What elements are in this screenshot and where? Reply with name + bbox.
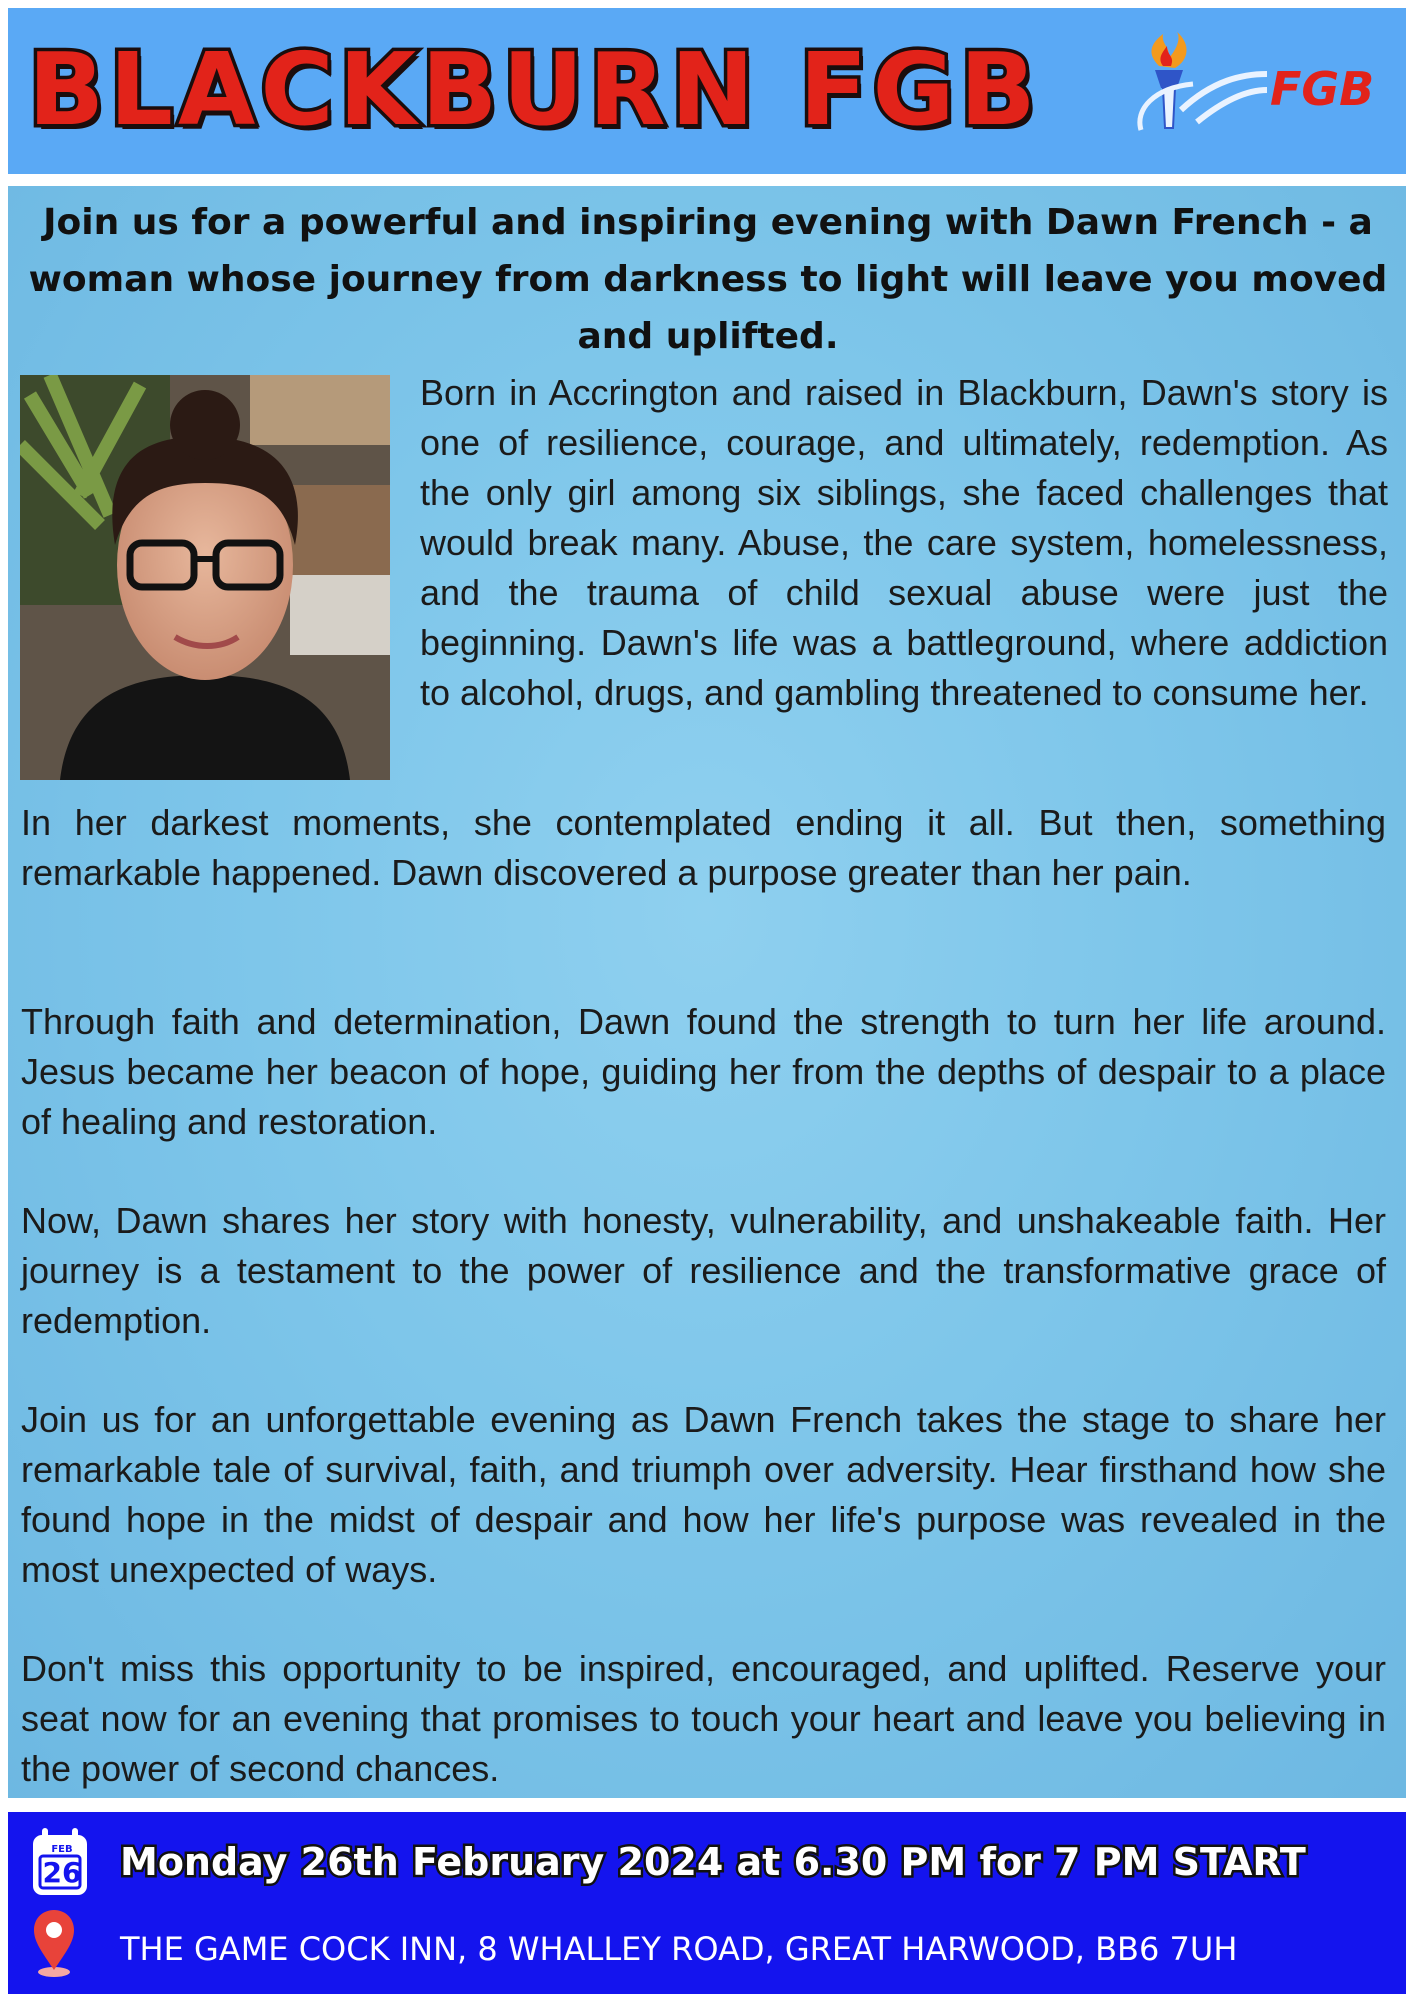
logo-wordmark: FGB [1270,62,1375,116]
header-banner [8,8,1406,174]
calendar-month: FEB [51,1844,73,1855]
event-date-time: Monday 26th February 2024 at 6.30 PM for 7 PM START [120,1840,1306,1884]
content-panel [8,186,1406,1798]
story-paragraph-1: Born in Accrington and raised in Blackburn, Dawn's story is one of resilience, courage, and ultimately, redemption. As the only girl among six siblings, she faced challenges that would break many. Abuse, the care system, homelessness, and the trauma of child sexual abuse were just the beginning. Dawn's life was a battleground, where addiction to alcohol, drugs, and gambling threatened to consume her. [420,372,1388,713]
story-paragraph-2: In her darkest moments, she contemplated ending it all. But then, something remarkable happened. Dawn discovered a purpose greater than her pain. [21,802,1386,893]
story-paragraph-5: Join us for an unforgettable evening as Dawn French takes the stage to share her remarkable tale of survival, faith, and triumph over adversity. Hear firsthand how she found hope in the midst of despair and how her life's purpose was revealed in the most unexpected of ways. [21,1399,1386,1590]
story-paragraph-4: Now, Dawn shares her story with honesty, vulnerability, and unshakeable faith. Her journey is a testament to the power of resilience and the transformative grace of redemption. [21,1200,1386,1341]
intro-heading: Join us for a powerful and inspiring evening with Dawn French - a woman whose journey from darkness to light will leave you moved and uplifted. [28,202,1388,357]
story-paragraph-3: Through faith and determination, Dawn found the strength to turn her life around. Jesus became her beacon of hope, guiding her from the depths of despair to a place of healing and restoration. [21,1001,1386,1142]
event-details-banner [8,1812,1406,1994]
speaker-portrait [20,375,390,780]
calendar-day: 26 [42,1856,82,1889]
location-pin-icon [30,1908,78,1978]
story-paragraph-6: Don't miss this opportunity to be inspired, encouraged, and uplifted. Reserve your seat now for an evening that promises to touch your heart and leave you believing in the power of second chances. [21,1648,1386,1789]
venue-address: THE GAME COCK INN, 8 WHALLEY ROAD, GREAT HARWOOD, BB6 7UH [120,1930,1238,1968]
page-title: BLACKBURN FGB [28,31,1041,148]
